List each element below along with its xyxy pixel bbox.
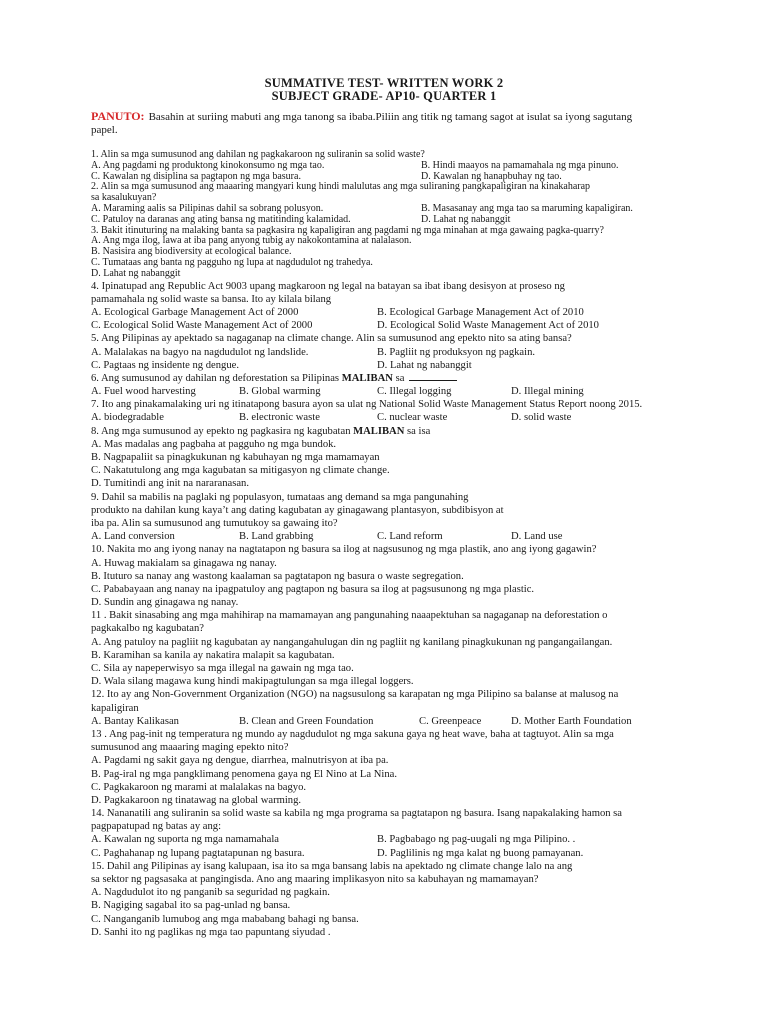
question-text: 12. Ito ay ang Non-Government Organization (NGO) na nagsusulong sa karapatan ng mga Pilipino sa balanse at malusog na bbox=[91, 689, 619, 701]
question-line bbox=[91, 346, 761, 359]
answer-choice: C. Kawalan ng disiplina sa pagtapon ng mga basura. bbox=[91, 170, 301, 182]
answer-choice: B. Nagpapaliit sa pinagkukunan ng kabuhayan ng mga mamamayan bbox=[91, 452, 380, 463]
question-text-tail: sa bbox=[392, 372, 408, 384]
question-line bbox=[91, 913, 761, 926]
question-line bbox=[91, 372, 761, 385]
question-line bbox=[91, 741, 761, 754]
answer-choice: B. Pagliit ng produksyon ng pagkain. bbox=[377, 346, 536, 358]
question-line bbox=[91, 258, 761, 269]
answer-choice: D. Paglilinis ng mga kalat ng buong pamayanan. bbox=[377, 847, 584, 859]
question-line bbox=[91, 807, 761, 820]
question-text: 11 . Bakit sinasabing ang mga mahihirap na mamamayan ang pangunahing naaapektuhan sa nagaganap na deforestation o bbox=[91, 610, 608, 622]
question-line bbox=[91, 675, 761, 688]
answer-choice: C. Tumataas ang banta ng pagguho ng lupa at nagdudulot ng trahedya. bbox=[91, 256, 373, 268]
answer-choice: D. Lahat ng nabanggit bbox=[91, 267, 181, 279]
answer-choice: C. Nakatutulong ang mga kagubatan sa mitigasyon ng climate change. bbox=[91, 465, 390, 477]
question-text: 5. Ang Pilipinas ay apektado sa nagaganap na climate change. Alin sa sumusunod ang epekto nito sa ating bansa? bbox=[91, 333, 572, 345]
question-q2 bbox=[91, 182, 761, 225]
question-line bbox=[91, 833, 761, 846]
question-text: kapaligiran bbox=[91, 702, 139, 714]
question-line bbox=[91, 280, 761, 293]
answer-choice: A. Ang mga ilog, lawa at iba pang anyong tubig ay nakokontamina at nalalason. bbox=[91, 235, 412, 247]
question-line bbox=[91, 583, 761, 596]
answer-choice: C. Pababayaan ang nanay na ipagpatuloy ang pagtapon ng basura sa ilog at pagsusunong ng mga plastic. bbox=[91, 583, 535, 595]
answer-choice: B. Land grabbing bbox=[239, 531, 314, 543]
question-line bbox=[91, 899, 761, 912]
test-subtitle: SUBJECT GRADE- AP10- QUARTER 1 bbox=[271, 89, 497, 103]
answer-choice: C. Patuloy na daranas ang ating bansa ng matitinding kalamidad. bbox=[91, 213, 351, 225]
answer-choice: A. biodegradable bbox=[91, 412, 164, 424]
answer-choice: C. Land reform bbox=[377, 531, 443, 543]
question-line bbox=[91, 543, 761, 556]
answer-choice: B. electronic waste bbox=[239, 412, 320, 424]
question-line bbox=[91, 269, 761, 280]
question-line bbox=[91, 768, 761, 781]
question-line bbox=[91, 319, 761, 332]
question-line bbox=[91, 385, 761, 398]
answer-choice: B. Hindi maayos na pamamahala ng mga pinuno. bbox=[421, 159, 619, 171]
question-line bbox=[91, 161, 761, 172]
question-line bbox=[91, 662, 761, 675]
question-text: sumusunod ang maaaring maging epekto nito? bbox=[91, 742, 289, 754]
emphasis-text: MALIBAN bbox=[353, 425, 405, 437]
question-line bbox=[91, 332, 761, 345]
question-text: 14. Nananatili ang suliranin sa solid waste sa kabila ng mga programa sa pagtatapon ng basura. Isang napakalaking hamon sa bbox=[91, 808, 623, 820]
question-line bbox=[91, 728, 761, 741]
answer-choice: A. Ang pagdami ng produktong kinokonsumo ng mga tao. bbox=[91, 159, 325, 171]
instructions-label: PANUTO: bbox=[91, 109, 145, 123]
question-q1 bbox=[91, 150, 761, 182]
question-text: iba pa. Alin sa sumusunod ang tumutukoy sa gawaing ito? bbox=[91, 517, 338, 529]
question-line bbox=[91, 688, 761, 701]
question-text: 2. Alin sa mga sumusunod ang maaaring mangyari kung hindi malulutas ang mga suliraning pangkapaligiran na kinakaharap bbox=[91, 181, 591, 193]
answer-choice: B. Clean and Green Foundation bbox=[239, 715, 374, 727]
answer-choice: A. Land conversion bbox=[91, 531, 175, 543]
question-line bbox=[91, 359, 761, 372]
answer-choice: D. solid waste bbox=[511, 412, 572, 424]
question-line bbox=[91, 926, 761, 939]
answer-choice: A. Fuel wood harvesting bbox=[91, 386, 196, 398]
question-line bbox=[91, 886, 761, 899]
question-q10 bbox=[91, 543, 761, 609]
answer-choice: B. Pagbabago ng pag-uugali ng mga Pilipino. . bbox=[377, 834, 576, 846]
question-q11 bbox=[91, 609, 761, 688]
question-line bbox=[91, 570, 761, 583]
question-line bbox=[91, 438, 761, 451]
answer-choice: A. Huwag makialam sa ginagawa ng nanay. bbox=[91, 557, 277, 569]
answer-choice: B. Nasisira ang biodiversity at ecological balance. bbox=[91, 246, 292, 258]
answer-choice: A. Maraming aalis sa Pilipinas dahil sa sobrang polusyon. bbox=[91, 202, 324, 214]
question-line bbox=[91, 464, 761, 477]
answer-choice: C. Sila ay napeperwisyo sa mga illegal na gawain ng mga tao. bbox=[91, 663, 354, 674]
answer-choice: A. Kawalan ng suporta ng mga namamahala bbox=[91, 834, 279, 846]
question-text: 6. Ang sumusunod ay dahilan ng deforestation sa Pilipinas MALIBAN sa bbox=[91, 372, 457, 385]
answer-choice: A. Nagdudulot ito ng panganib sa seguridad ng pagkain. bbox=[91, 887, 330, 899]
answer-choice: B. Global warming bbox=[239, 386, 321, 398]
answer-choice: A. Bantay Kalikasan bbox=[91, 715, 179, 727]
answer-choice: D. Mother Earth Foundation bbox=[511, 715, 632, 727]
answer-choice: D. Pagkakaroon ng tinatawag na global warming. bbox=[91, 794, 302, 806]
question-text: 15. Dahil ang Pilipinas ay isang kalupaan, isa ito sa mga bansang labis na apektado ng climate change lalo na ang bbox=[91, 860, 573, 872]
question-text: produkto na dahilan kung kaya’t ang dating kagubatan ay ginagawang plantasyon, subdibisyon at bbox=[91, 504, 504, 516]
question-q12 bbox=[91, 688, 761, 728]
answer-choice: C. Pagkakaroon ng marami at malalakas na bagyo. bbox=[91, 781, 307, 793]
question-text: pagkakalbo ng kagubatan? bbox=[91, 623, 204, 635]
question-text: 3. Bakit itinuturing na malaking banta sa pagkasira ng kapaligiran ang pagdami ng mga minahan at mga gawaing pagka-quarry? bbox=[91, 224, 604, 236]
question-line bbox=[91, 702, 761, 715]
question-q4 bbox=[91, 280, 761, 333]
answer-choice: C. Greenpeace bbox=[419, 715, 482, 727]
answer-choice: C. Pagtaas ng insidente ng dengue. bbox=[91, 359, 239, 371]
question-text: sa kasalukuyan? bbox=[91, 192, 157, 204]
answer-choice: D. Sundin ang ginagawa ng nanay. bbox=[91, 597, 239, 609]
instructions-text: Basahin at suriing mabuti ang mga tanong sa ibaba.Piliin ang titik ng tamang sagot at isulat sa iyong sagutang papel. bbox=[91, 111, 633, 136]
question-q15 bbox=[91, 860, 761, 939]
answer-choice: A. Ecological Garbage Management Act of 2000 bbox=[91, 306, 299, 318]
answer-choice: D. Land use bbox=[511, 531, 563, 543]
emphasis-text: MALIBAN bbox=[341, 372, 393, 384]
answer-choice: C. nuclear waste bbox=[377, 412, 448, 424]
question-text: 8. Ang mga sumusunod ay epekto ng pagkasira ng kagubatan MALIBAN sa isa bbox=[91, 425, 431, 437]
answer-choice: D. Ecological Solid Waste Management Act of 2010 bbox=[377, 320, 599, 332]
question-text: 13 . Ang pag-init ng temperatura ng mundo ay nagdudulot ng mga sakuna gaya ng heat wave, baha at tagtuyot. Alin sa mga bbox=[91, 728, 614, 740]
question-line bbox=[91, 491, 761, 504]
question-line bbox=[91, 754, 761, 767]
answer-choice: D. Illegal mining bbox=[511, 386, 584, 398]
question-line bbox=[91, 215, 761, 226]
answer-choice: C. Paghahanap ng lupang pagtatapunan ng basura. bbox=[91, 847, 305, 859]
question-line bbox=[91, 781, 761, 794]
question-line bbox=[91, 622, 761, 635]
answer-choice: D. Tumitindi ang init na nararanasan. bbox=[91, 478, 250, 490]
answer-choice: C. Illegal logging bbox=[377, 386, 452, 398]
question-line bbox=[91, 860, 761, 873]
answer-choice: B. Pag-iral ng mga pangklimang penomena gaya ng El Nino at La Nina. bbox=[91, 768, 397, 780]
question-line bbox=[91, 847, 761, 860]
question-line bbox=[91, 636, 761, 649]
question-line bbox=[91, 820, 761, 833]
question-line bbox=[91, 649, 761, 662]
question-q14 bbox=[91, 807, 761, 860]
answer-choice: B. Masasanay ang mga tao sa maruming kapaligiran. bbox=[421, 202, 633, 214]
instructions bbox=[91, 110, 651, 137]
answer-choice: B. Ecological Garbage Management Act of 2010 bbox=[377, 306, 584, 318]
answer-choice: D. Lahat ng nabanggit bbox=[377, 359, 472, 371]
question-text: 10. Nakita mo ang iyong nanay na nagtatapon ng basura sa ilog at nagsusunog ng mga plastik, ano ang iyong gagawin? bbox=[91, 544, 597, 556]
answer-choice: D. Kawalan ng hanapbuhay ng tao. bbox=[421, 170, 562, 182]
question-line bbox=[91, 715, 761, 728]
test-title: SUMMATIVE TEST- WRITTEN WORK 2 bbox=[264, 76, 504, 90]
question-line bbox=[91, 293, 761, 306]
answer-choice: D. Sanhi ito ng paglikas ng mga tao papuntang siyudad . bbox=[91, 926, 331, 938]
question-text: 7. Ito ang pinakamalaking uri ng itinatapong basura ayon sa ulat ng National Solid Waste Management Status Report noong 2015. bbox=[91, 399, 643, 411]
question-line bbox=[91, 557, 761, 570]
question-text: 1. Alin sa mga sumusunod ang dahilan ng pagkakaroon ng suliranin sa solid waste? bbox=[91, 149, 425, 160]
question-line bbox=[91, 609, 761, 622]
question-text-tail: sa isa bbox=[404, 425, 431, 437]
question-text: sa sektor ng pagsasaka at pangingisda. Ano ang maaring implikasyon nito sa kabuhayan ng mamamayan? bbox=[91, 874, 539, 885]
question-line bbox=[91, 477, 761, 490]
answer-choice: B. Nagiging sagabal ito sa pag-unlad ng bansa. bbox=[91, 900, 291, 912]
answer-choice: C. Nanganganib lumubog ang mga mababang bahagi ng bansa. bbox=[91, 913, 359, 925]
answer-choice: A. Malalakas na bagyo na nagdudulot ng landslide. bbox=[91, 346, 309, 358]
answer-choice: D. Lahat ng nabanggit bbox=[421, 213, 511, 225]
question-line bbox=[91, 596, 761, 609]
question-q8 bbox=[91, 425, 761, 491]
question-text: pamamahala ng solid waste sa bansa. Ito ay kilala bilang bbox=[91, 293, 332, 305]
question-text: 4. Ipinatupad ang Republic Act 9003 upang magkaroon ng legal na batayan sa ibat ibang desisyon at proseso ng bbox=[91, 280, 565, 292]
answer-choice: B. Ituturo sa nanay ang wastong kaalaman sa pagtatapon ng basura o waste segregation. bbox=[91, 570, 464, 582]
answer-choice: A. Pagdami ng sakit gaya ng dengue, diarrhea, malnutrisyon at iba pa. bbox=[91, 755, 389, 767]
answer-choice: B. Karamihan sa kanila ay nakatira malapit sa kagubatan. bbox=[91, 649, 335, 661]
question-line bbox=[91, 517, 761, 530]
answer-blank bbox=[409, 372, 457, 381]
question-text: 9. Dahil sa mabilis na paglaki ng populasyon, tumataas ang demand sa mga pangunahing bbox=[91, 491, 469, 503]
question-line bbox=[91, 182, 761, 193]
question-q5 bbox=[91, 332, 761, 372]
answer-choice: C. Ecological Solid Waste Management Act of 2000 bbox=[91, 320, 313, 332]
answer-choice: A. Ang patuloy na pagliit ng kagubatan ay nangangahulugan din ng pagliit ng kanilang pinagkukunan ng pangangailangan. bbox=[91, 636, 613, 648]
question-line bbox=[91, 451, 761, 464]
question-q3 bbox=[91, 226, 761, 280]
question-line bbox=[91, 873, 761, 886]
question-line bbox=[91, 306, 761, 319]
question-q7 bbox=[91, 398, 761, 424]
question-line bbox=[91, 411, 761, 424]
question-line bbox=[91, 794, 761, 807]
question-q13 bbox=[91, 728, 761, 807]
question-line bbox=[91, 425, 761, 438]
answer-choice: A. Mas madalas ang pagbaha at pagguho ng mga bundok. bbox=[91, 438, 337, 450]
question-line bbox=[91, 530, 761, 543]
question-list bbox=[91, 150, 761, 939]
question-q9 bbox=[91, 491, 761, 544]
question-text: pagpapatupad ng batas ay ang: bbox=[91, 821, 222, 833]
question-line bbox=[91, 398, 761, 411]
question-line bbox=[91, 504, 761, 517]
question-q6 bbox=[91, 372, 761, 398]
answer-choice: D. Wala silang magawa kung hindi makipagtulungan sa mga illegal loggers. bbox=[91, 676, 414, 688]
